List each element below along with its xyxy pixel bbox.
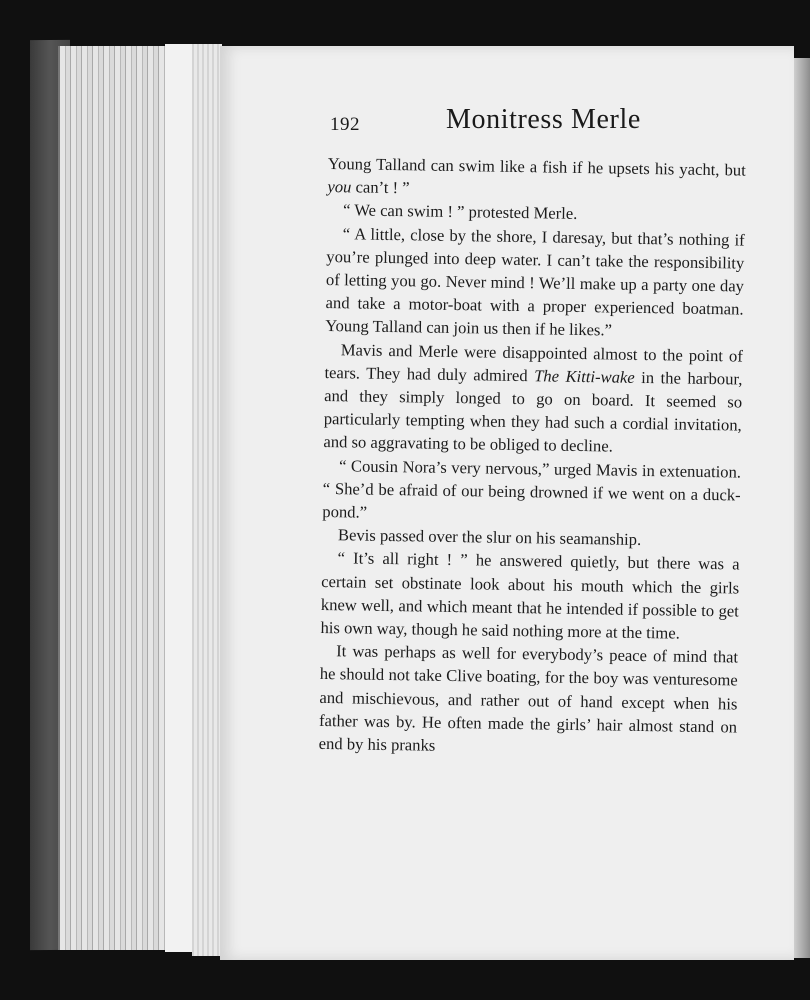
paragraph-4-emphasis: The Kitti-wake	[534, 366, 635, 387]
paragraph-2: “ We can swim ! ” protested Merle.	[342, 200, 578, 224]
page-header	[330, 104, 750, 144]
paragraph-1-emphasis: you	[327, 177, 352, 197]
paragraph-1-text-a: Young Talland can swim like a fish if he upsets his yacht, but	[327, 153, 746, 180]
paragraph-8: It was perhaps as well for everybody’s peace of mind that he should not take Clive boating, for the boy was venturesome and mischievous, and rather out of hand except when his father was by. He often made the girls’ hair almost stand on end by his pranks	[318, 641, 739, 755]
page-number: 192	[330, 114, 360, 135]
paragraph-5: “ Cousin Nora’s very nervous,” urged Mavis in extenuation. “ She’d be afraid of our being drowned if we went on a duck-pond.”	[322, 455, 742, 522]
paragraph-1-text-b: can’t ! ”	[351, 177, 410, 198]
page-text	[319, 152, 746, 762]
paragraph-3: “ A little, close by the shore, I daresay, but that’s nothing if you’re plunged into deep water. I can’t take the responsibility of letting you go. Never mind ! We’ll make up a party one day and take a motor-boat with a proper experienced boatman. Young Talland can join us then if he likes.”	[325, 223, 745, 340]
paragraph-7: “ It’s all right ! ” he answered quietly, but there was a certain set obstinate look about his mouth which the girls knew well, and which meant that he intended if possible to get his own way, though he said nothing more at the time.	[320, 548, 740, 643]
paragraph-4-text-b: in the harbour, and they simply longed to go on board. It seemed so particularly tempting when they had such a cordial invitation, and so aggravating to be obliged to decline.	[323, 367, 743, 456]
book-page	[220, 46, 794, 960]
paragraph-6: Bevis passed over the slur on his seamanship.	[337, 525, 642, 550]
running-title: Monitress Merle	[446, 104, 641, 135]
paragraph-1	[327, 152, 746, 205]
paragraph-4	[323, 338, 743, 461]
paragraph-4-text-a: Mavis and Merle were disappointed almost to the point of tears. They had duly admired	[324, 339, 744, 386]
page-stack	[58, 46, 172, 950]
page-stack-inner	[165, 44, 195, 952]
page-gutter	[192, 44, 222, 956]
book-right-edge	[794, 58, 810, 958]
